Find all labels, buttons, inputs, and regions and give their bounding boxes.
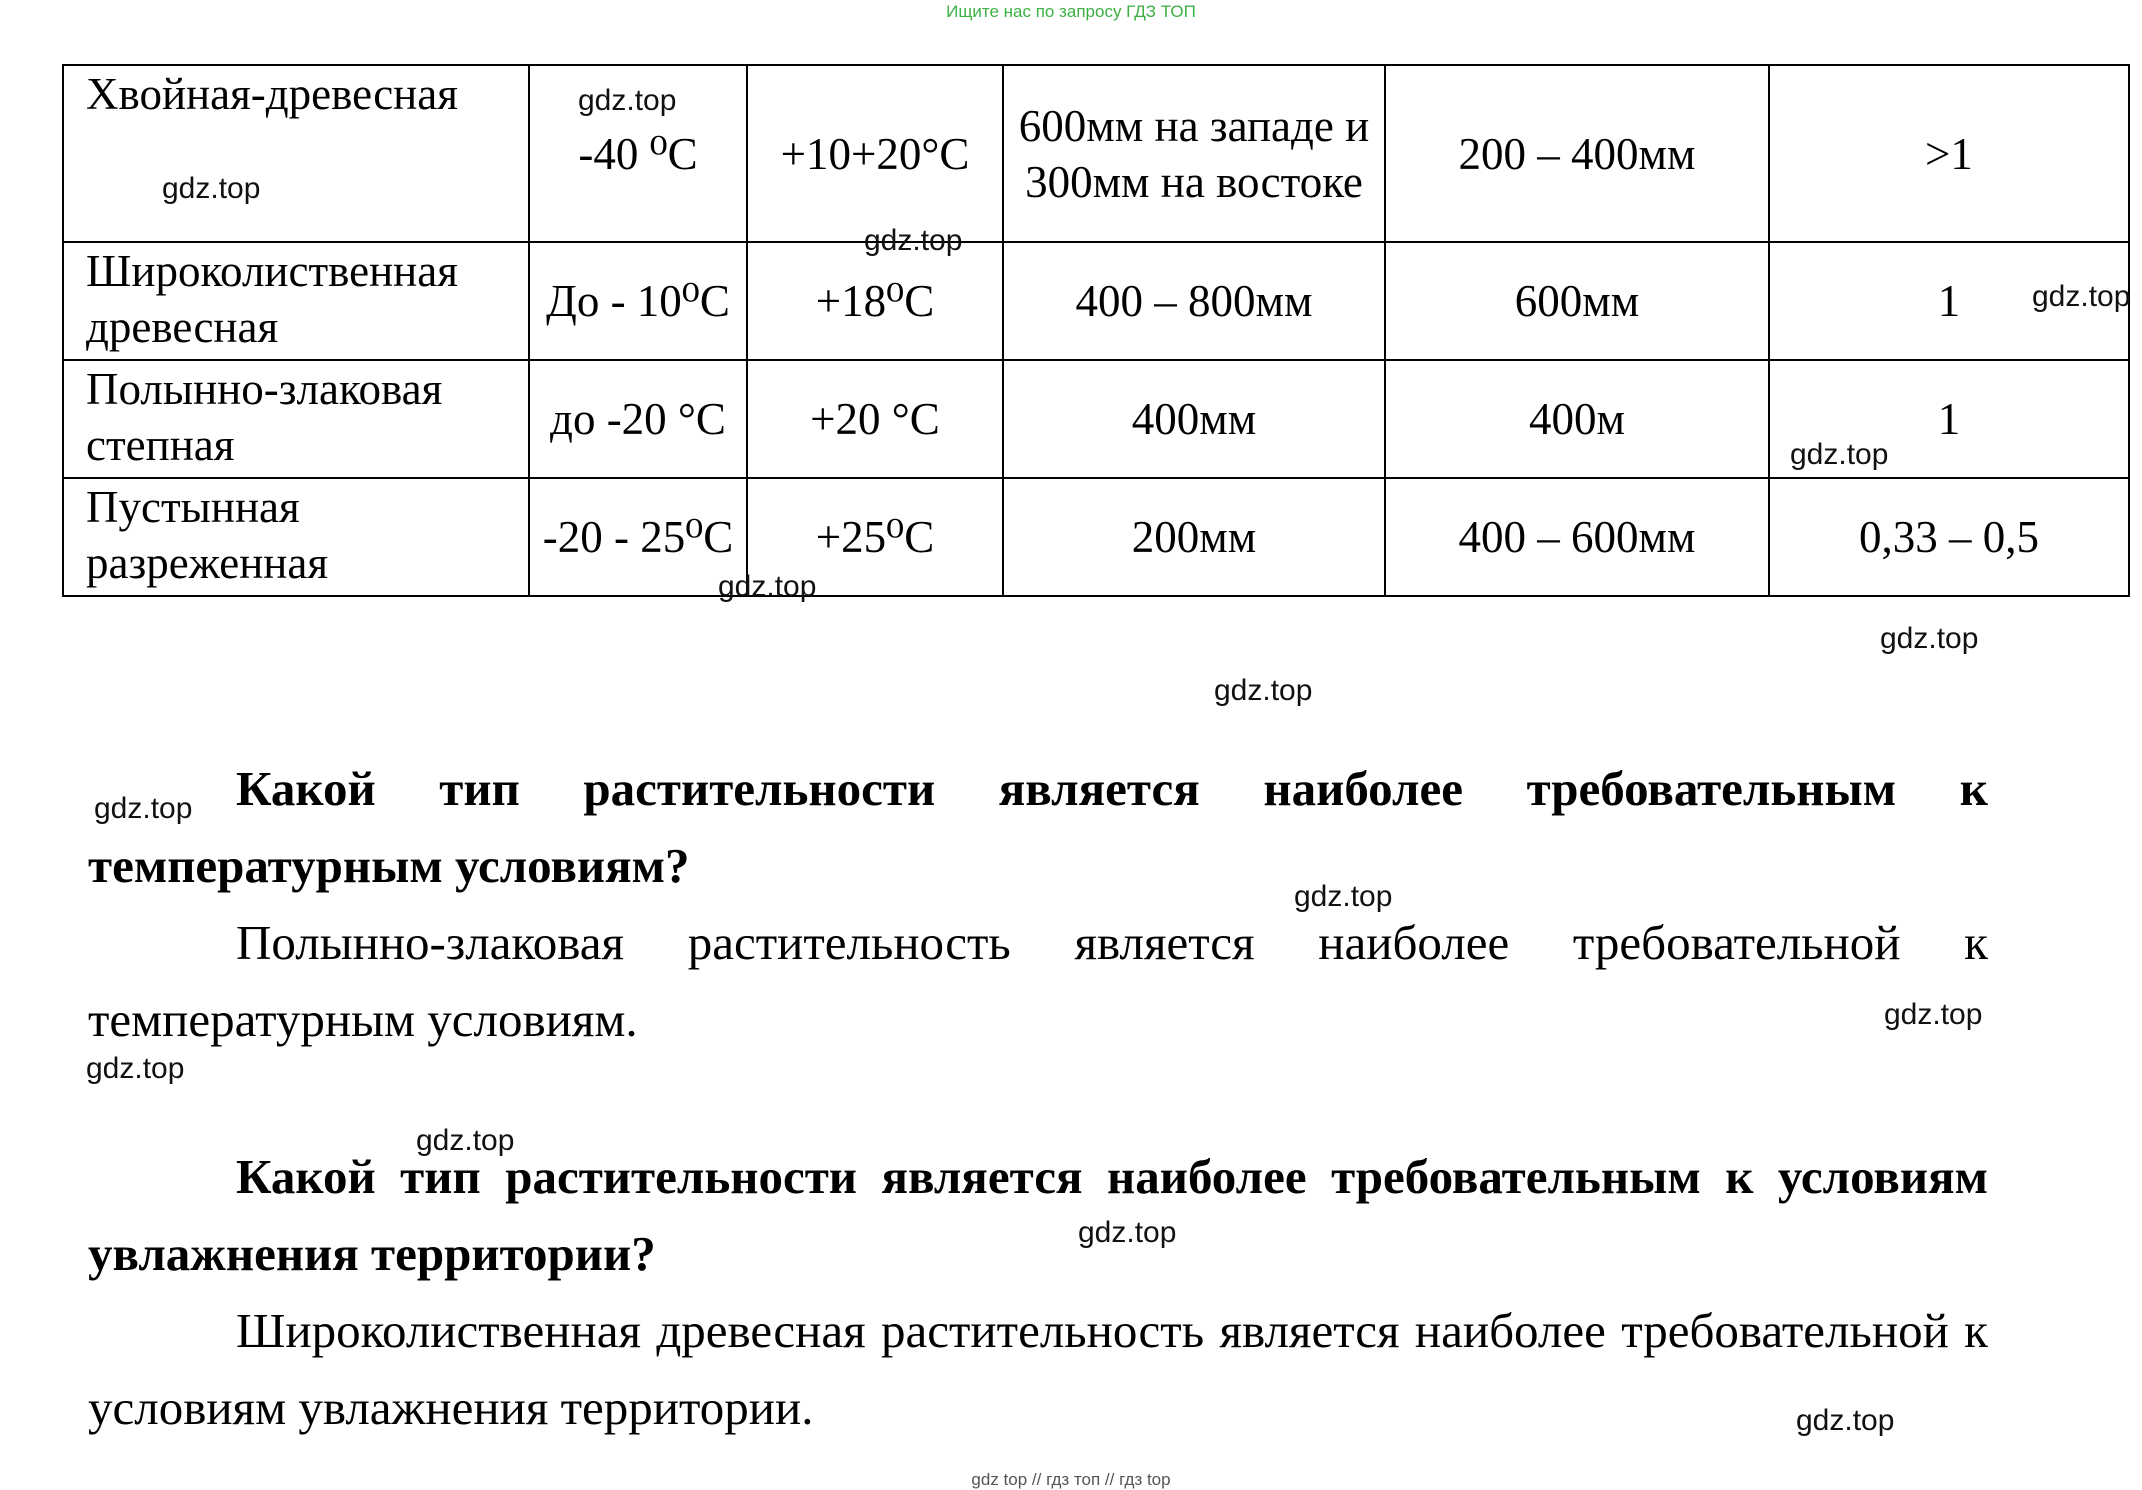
table-cell-january-temperature: -20 - 25⁰С [529,478,747,596]
table-cell-evaporation: 600мм [1385,242,1769,360]
watermark: gdz.top [1884,998,1983,1031]
table-cell-evaporation: 400 – 600мм [1385,478,1769,596]
table-cell-vegetation-type: Хвойная-древесная [63,65,529,242]
watermark: gdz.top [1294,880,1393,913]
table-cell-july-temperature: +20 °С [747,360,1003,478]
watermark: gdz.top [162,172,261,205]
table-row [63,478,2129,596]
table-cell-moisture-ratio: 1 [1769,360,2129,478]
top-search-note: Ищите нас по запросу ГДЗ ТОП [946,2,1196,21]
table-cell-precipitation: 400 – 800мм [1003,242,1385,360]
watermark: gdz.top [2032,280,2131,313]
watermark: gdz.top [864,224,963,257]
answer-moisture: Широколиственная древесная растительность является наиболее требовательной к условиям увлажнения территории. [88,1303,1988,1435]
table-cell-moisture-ratio: >1 [1769,65,2129,242]
answer-temperature: Полынно-злаковая растительность является наиболее требовательной к температурным условиям. [88,915,1988,1047]
table-cell-vegetation-type: Широколиственная древесная [63,242,529,360]
table-cell-january-temperature: до -20 °С [529,360,747,478]
table-cell-vegetation-type: Пустынная разреженная [63,478,529,596]
question-block-moisture [88,1138,1988,1446]
question-block-temperature [88,750,1988,1058]
bottom-footer-note: gdz top // гдз топ // гдз top [971,1470,1171,1489]
question-moisture: Какой тип растительности является наиболее требовательным к условиям увлажнения территории? [88,1149,1988,1281]
table-cell-precipitation: 400мм [1003,360,1385,478]
watermark: gdz.top [1880,622,1979,655]
table-cell-vegetation-type: Полынно-злаковая степная [63,360,529,478]
table-cell-precipitation: 200мм [1003,478,1385,596]
watermark: gdz.top [86,1052,185,1085]
table-cell-moisture-ratio: 1 [1769,242,2129,360]
watermark: gdz.top [1796,1404,1895,1437]
watermark: gdz.top [1790,438,1889,471]
table-cell-evaporation: 200 – 400мм [1385,65,1769,242]
table-cell-precipitation: 600мм на западе и 300мм на востоке [1003,65,1385,242]
table-cell-moisture-ratio: 0,33 – 0,5 [1769,478,2129,596]
table-cell-january-temperature: -40 ⁰С [529,65,747,242]
table-cell-july-temperature: +18⁰С [747,242,1003,360]
question-temperature: Какой тип растительности является наиболее требовательным к температурным условиям? [88,761,1988,893]
table-cell-january-temperature: До - 10⁰С [529,242,747,360]
watermark: gdz.top [718,570,817,603]
table-cell-july-temperature: +10+20°С [747,65,1003,242]
vegetation-table [62,64,2130,597]
watermark: gdz.top [1214,674,1313,707]
table-cell-july-temperature: +25⁰С [747,478,1003,596]
watermark: gdz.top [1078,1216,1177,1249]
table-cell-evaporation: 400м [1385,360,1769,478]
table-row [63,65,2129,242]
watermark: gdz.top [416,1124,515,1157]
table-row [63,242,2129,360]
watermark: gdz.top [94,792,193,825]
watermark: gdz.top [578,84,677,117]
